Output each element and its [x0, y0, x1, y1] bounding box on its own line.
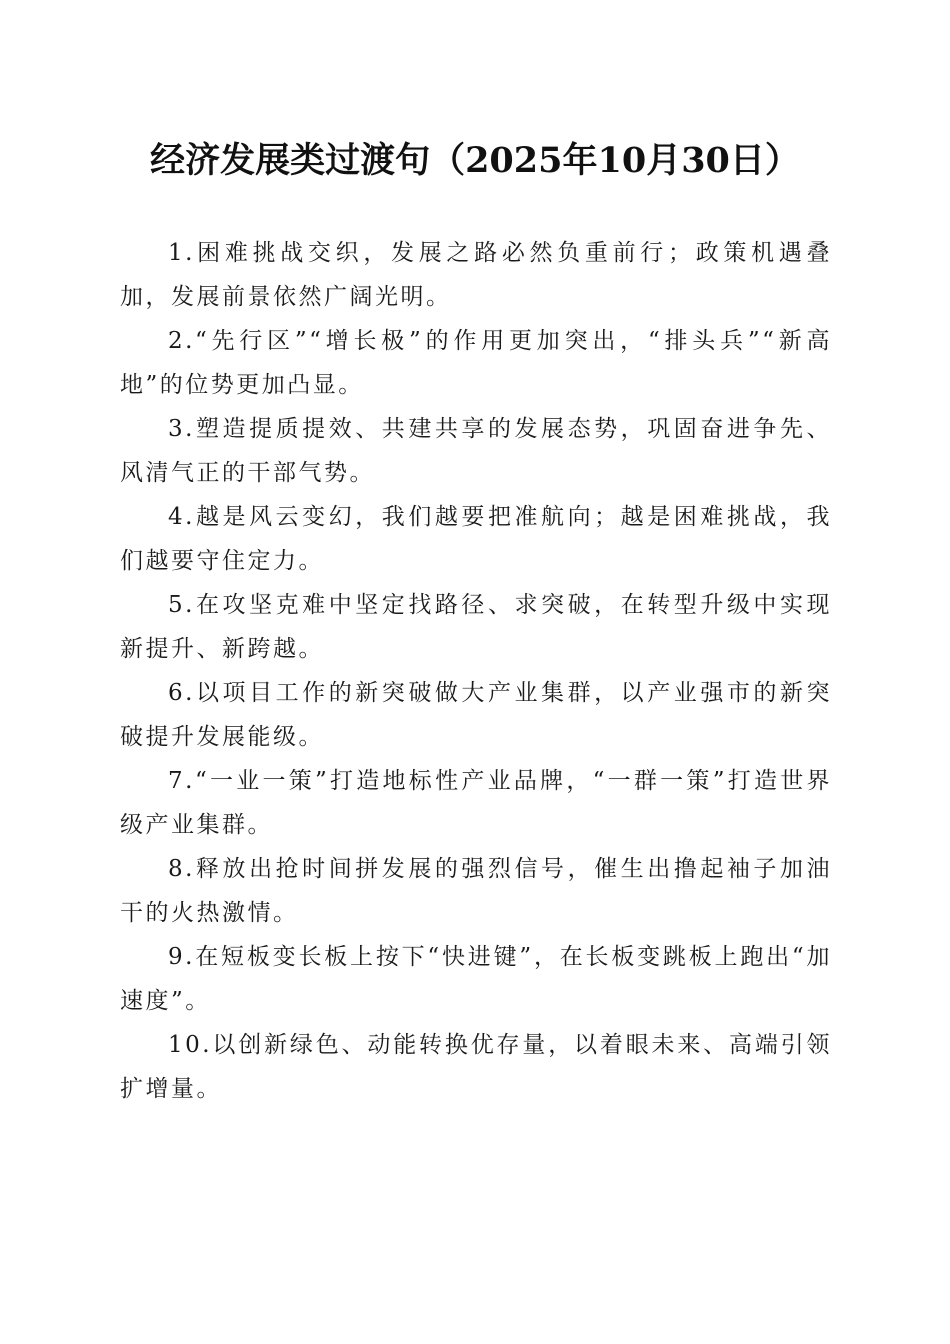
paragraph-2: 2.“先行区”“增长极”的作用更加突出，“排头兵”“新高地”的位势更加凸显。: [120, 328, 832, 398]
paragraph-8: 8.释放出抢时间拼发展的强烈信号，催生出撸起袖子加油干的火热激情。: [120, 856, 832, 926]
paragraph-9: 9.在短板变长板上按下“快进键”，在长板变跳板上跑出“加速度”。: [120, 944, 832, 1014]
document-title: 经济发展类过渡句（2025年10月30日）: [150, 140, 800, 181]
document-body: [120, 231, 832, 1111]
paragraph-4: 4.越是风云变幻，我们越要把准航向；越是困难挑战，我们越要守住定力。: [120, 504, 832, 574]
paragraph-5: 5.在攻坚克难中坚定找路径、求突破，在转型升级中实现新提升、新跨越。: [120, 592, 832, 662]
paragraph-1: 1.困难挑战交织，发展之路必然负重前行；政策机遇叠加，发展前景依然广阔光明。: [120, 240, 832, 310]
paragraph-3: 3.塑造提质提效、共建共享的发展态势，巩固奋进争先、风清气正的干部气势。: [120, 416, 832, 486]
paragraph-6: 6.以项目工作的新突破做大产业集群，以产业强市的新突破提升发展能级。: [120, 680, 832, 750]
paragraph-10: 10.以创新绿色、动能转换优存量，以着眼未来、高端引领扩增量。: [120, 1032, 832, 1102]
paragraph-7: 7.“一业一策”打造地标性产业品牌，“一群一策”打造世界级产业集群。: [120, 768, 832, 838]
